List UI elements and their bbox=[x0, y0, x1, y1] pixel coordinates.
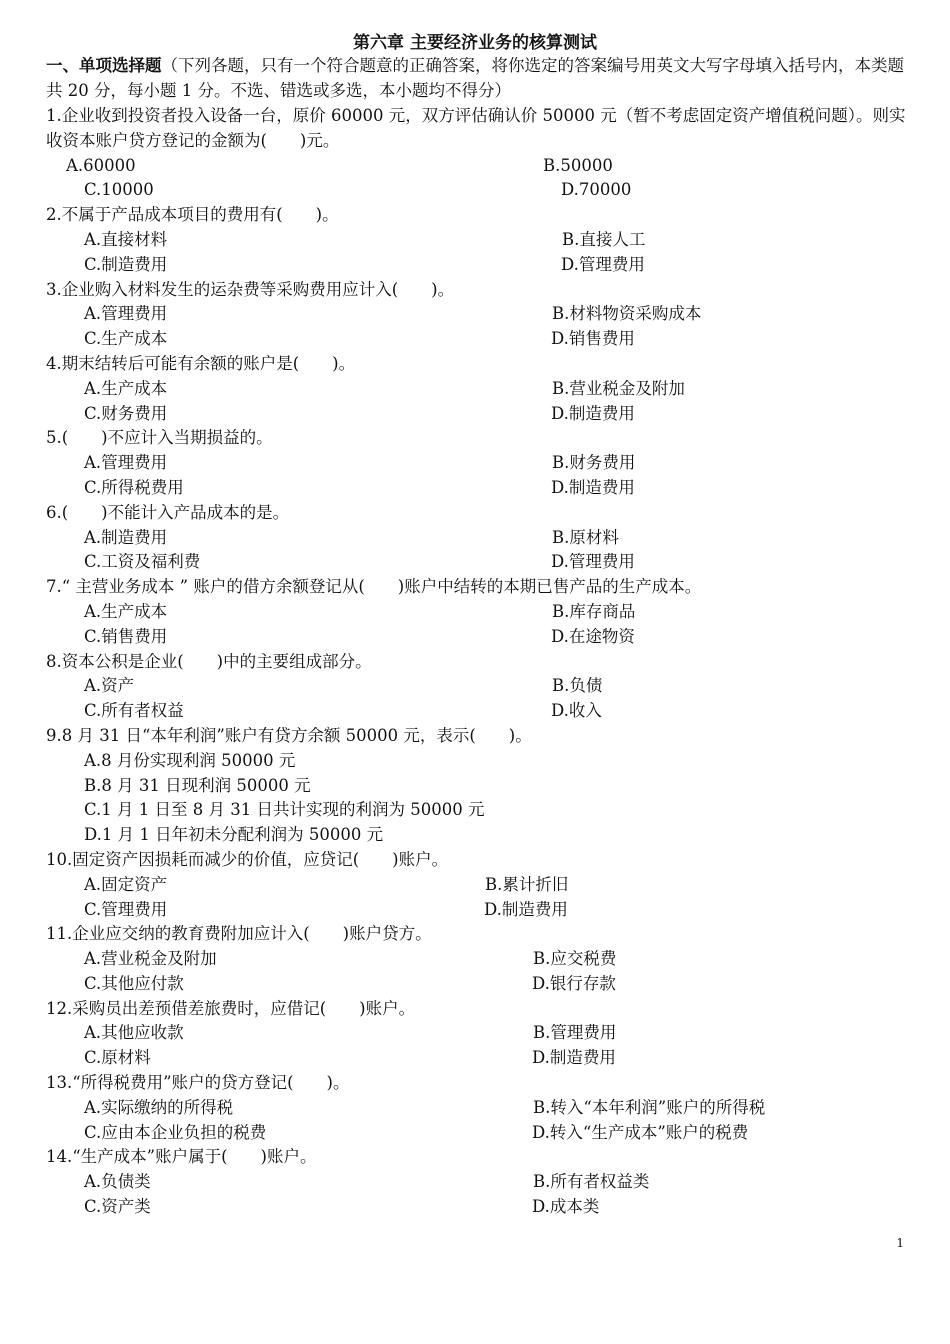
question-11-options-row-1 bbox=[46, 947, 908, 972]
option-c: C.制造费用 bbox=[84, 254, 168, 274]
question-1-text: 1.企业收到投资者投入设备一台，原价 60000 元，双方评估确认价 50000 元（暂不考虑固定资产增值税问题）。则实收资本账户贷方登记的金额为( )元。 bbox=[46, 106, 906, 150]
question-12-options-row-2 bbox=[46, 1046, 908, 1071]
option-b: B.转入“本年利润”账户的所得税 bbox=[533, 1097, 766, 1117]
option-a: A.固定资产 bbox=[84, 874, 168, 894]
option-a: A.直接材料 bbox=[84, 229, 168, 249]
option-b: B.50000 bbox=[543, 155, 613, 175]
option-d: D.制造费用 bbox=[484, 899, 568, 919]
question-6-options-row-2 bbox=[46, 550, 908, 575]
option-c: C.应由本企业负担的税费 bbox=[84, 1122, 267, 1142]
question-5-text: 5.( )不应计入当期损益的。 bbox=[46, 428, 273, 448]
question-8-options-row-1 bbox=[46, 674, 908, 699]
question-2-options-row-1 bbox=[46, 228, 908, 253]
option-c: C.管理费用 bbox=[84, 899, 168, 919]
option-d: D.管理费用 bbox=[561, 254, 645, 274]
question-12-text: 12.采购员出差预借差旅费时，应借记( )账户。 bbox=[46, 998, 416, 1018]
option-c: C.所得税费用 bbox=[84, 477, 184, 497]
option-c: C.工资及福利费 bbox=[84, 552, 201, 572]
option-a: A.生产成本 bbox=[84, 378, 168, 398]
option-c: C.生产成本 bbox=[84, 329, 168, 349]
question-9-option-c bbox=[46, 798, 908, 823]
question-9-option-b bbox=[46, 774, 908, 799]
option-c: C.原材料 bbox=[84, 1048, 151, 1068]
option-a: A.制造费用 bbox=[84, 527, 168, 547]
option-b: B.直接人工 bbox=[562, 229, 646, 249]
question-2-options-row-2 bbox=[46, 253, 908, 278]
question-5-options-row-2 bbox=[46, 476, 908, 501]
section-heading: 一、单项选择题 bbox=[46, 56, 162, 75]
question-8-options-row-2 bbox=[46, 699, 908, 724]
option-a: A.营业税金及附加 bbox=[84, 949, 217, 969]
option-c: C.10000 bbox=[84, 180, 154, 200]
option-c: C.其他应付款 bbox=[84, 973, 184, 993]
question-7-text: 7.“ 主营业务成本 ” 账户的借方余额登记从( )账户中结转的本期已售产品的生产成本。 bbox=[46, 577, 702, 597]
option-d: D.制造费用 bbox=[532, 1048, 616, 1068]
option-c: C.财务费用 bbox=[84, 403, 168, 423]
question-6-text: 6.( )不能计入产品成本的是。 bbox=[46, 502, 290, 522]
option-d: D.销售费用 bbox=[551, 329, 635, 349]
page-title: 第六章 主要经济业务的核算测试 bbox=[353, 33, 597, 53]
option-a: A.8 月份实现利润 50000 元 bbox=[84, 750, 296, 770]
question-9-text: 9.8 月 31 日“本年利润”账户有贷方余额 50000 元，表示( )。 bbox=[46, 725, 532, 745]
option-a: A.实际缴纳的所得税 bbox=[84, 1097, 234, 1117]
question-4-options-row-2 bbox=[46, 402, 908, 427]
question-list bbox=[46, 104, 908, 1220]
option-c: C.1 月 1 日至 8 月 31 日共计实现的利润为 50000 元 bbox=[84, 800, 485, 820]
option-b: B.材料物资采购成本 bbox=[552, 304, 702, 324]
option-a: A.60000 bbox=[66, 155, 136, 175]
option-c: C.所有者权益 bbox=[84, 701, 184, 721]
question-14-text: 14.“生产成本”账户属于( )账户。 bbox=[46, 1147, 317, 1167]
option-a: A.资产 bbox=[84, 676, 135, 696]
option-d: D.1 月 1 日年初未分配利润为 50000 元 bbox=[84, 825, 384, 845]
question-10-text: 10.固定资产因损耗而减少的价值，应贷记( )账户。 bbox=[46, 849, 449, 869]
option-d: D.制造费用 bbox=[551, 477, 635, 497]
question-9-option-a bbox=[46, 749, 908, 774]
option-b: B.负债 bbox=[552, 676, 603, 696]
question-4-text: 4.期末结转后可能有余额的账户是( )。 bbox=[46, 353, 356, 373]
question-13-options-row-2 bbox=[46, 1121, 908, 1146]
question-7-options-row-2 bbox=[46, 625, 908, 650]
option-b: B.库存商品 bbox=[552, 601, 636, 621]
option-d: D.收入 bbox=[551, 701, 602, 721]
option-b: B.8 月 31 日现利润 50000 元 bbox=[84, 775, 311, 795]
question-1-options-row-2 bbox=[46, 178, 908, 203]
question-8-text: 8.资本公积是企业( )中的主要组成部分。 bbox=[46, 651, 372, 671]
option-c: C.资产类 bbox=[84, 1197, 151, 1217]
section-intro bbox=[46, 53, 908, 103]
option-d: D.银行存款 bbox=[532, 973, 616, 993]
option-d: D.管理费用 bbox=[551, 552, 635, 572]
option-d: D.制造费用 bbox=[551, 403, 635, 423]
page-number: 1 bbox=[896, 1236, 904, 1250]
option-a: A.管理费用 bbox=[84, 453, 168, 473]
question-13-options-row-1 bbox=[46, 1096, 908, 1121]
option-b: B.应交税费 bbox=[533, 949, 617, 969]
option-a: A.负债类 bbox=[84, 1172, 151, 1192]
question-3-text: 3.企业购入材料发生的运杂费等采购费用应计入( )。 bbox=[46, 279, 455, 299]
question-11-options-row-2 bbox=[46, 972, 908, 997]
question-14-options-row-2 bbox=[46, 1195, 908, 1220]
option-b: B.原材料 bbox=[552, 527, 619, 547]
option-d: D.成本类 bbox=[532, 1197, 600, 1217]
question-7-options-row-1 bbox=[46, 600, 908, 625]
option-b: B.营业税金及附加 bbox=[552, 378, 685, 398]
question-13-text: 13.“所得税费用”账户的贷方登记( )。 bbox=[46, 1073, 350, 1093]
section-instruction: （下列各题，只有一个符合题意的正确答案，将你选定的答案编号用英文大写字母填入括号内，本类题共 20 分，每小题 1 分。不选、错选或多选，本小题均不得分） bbox=[46, 56, 904, 100]
option-c: C.销售费用 bbox=[84, 626, 168, 646]
question-3-options-row-1 bbox=[46, 302, 908, 327]
option-b: B.所有者权益类 bbox=[533, 1172, 650, 1192]
question-6-options-row-1 bbox=[46, 526, 908, 551]
question-2-text: 2.不属于产品成本项目的费用有( )。 bbox=[46, 205, 339, 225]
option-d: D.在途物资 bbox=[551, 626, 635, 646]
option-a: A.其他应收款 bbox=[84, 1023, 184, 1043]
option-a: A.生产成本 bbox=[84, 601, 168, 621]
question-9-option-d bbox=[46, 823, 908, 848]
option-d: D.70000 bbox=[561, 180, 632, 200]
question-3-options-row-2 bbox=[46, 327, 908, 352]
question-10-options-row-2 bbox=[46, 898, 908, 923]
option-b: B.管理费用 bbox=[533, 1023, 617, 1043]
question-14-options-row-1 bbox=[46, 1170, 908, 1195]
option-d: D.转入“生产成本”账户的税费 bbox=[532, 1122, 749, 1142]
question-1-options-row-1 bbox=[46, 154, 908, 179]
question-5-options-row-1 bbox=[46, 451, 908, 476]
question-11-text: 11.企业应交纳的教育费附加应计入( )账户贷方。 bbox=[46, 924, 432, 944]
option-b: B.财务费用 bbox=[552, 453, 636, 473]
question-10-options-row-1 bbox=[46, 873, 908, 898]
option-b: B.累计折旧 bbox=[485, 874, 569, 894]
question-4-options-row-1 bbox=[46, 377, 908, 402]
option-a: A.管理费用 bbox=[84, 304, 168, 324]
question-12-options-row-1 bbox=[46, 1021, 908, 1046]
